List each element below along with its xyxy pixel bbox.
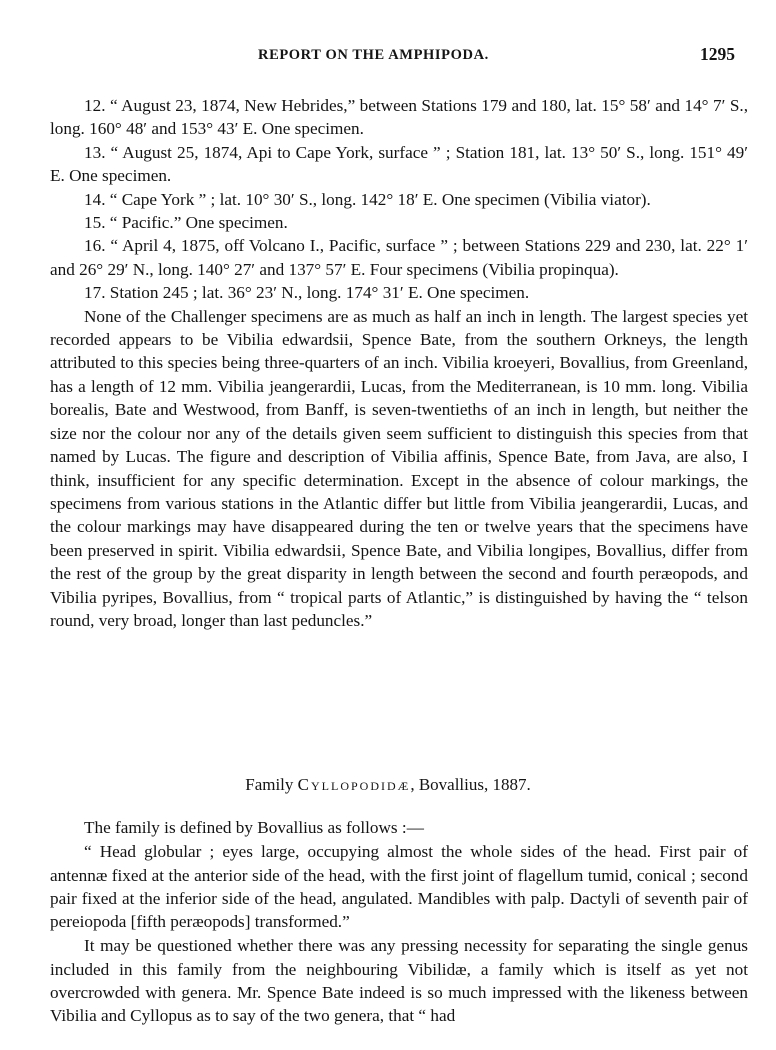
paragraph-record-17: 17. Station 245 ; lat. 36° 23′ N., long. 174° 31′ E. One specimen. (84, 283, 530, 303)
paragraph-record-13: 13. “ August 25, 1874, Api to Cape York, surface ” ; Station 181, lat. 13° 50′ S., long. 151° 49′ E. One specimen. (50, 142, 748, 186)
paragraph-comparison: It may be questioned whether there was any pressing necessity for separating the single genus included in this family from the neighbouring Vibilidæ, a family which is itself as yet not overcrowded with genera. Mr. Spence Bate indeed is so much impressed with the likeness between Vibilia and Cyllopus as to say of the two genera, that “ had (50, 936, 748, 1026)
paragraph-definition-quote: “ Head globular ; eyes large, occupying almost the whole sides of the head. First pair of antennæ fixed at the anterior side of the head, with the first joint of flagellum tumid, conical ; second pair fixed at the inferior side of the head, angulated. Mandibles with palp. Dactyli of seventh pair of pereiopoda [fifth peræopods] transformed.” (50, 842, 748, 932)
running-title: REPORT ON THE AMPHIPODA. (258, 47, 489, 63)
main-text (50, 94, 748, 632)
paragraph-record-15: 15. “ Pacific.” One specimen. (84, 213, 288, 233)
family-heading-prefix: Family (245, 775, 294, 794)
family-heading-name: Cyllopodidæ (297, 775, 411, 794)
running-header (0, 44, 776, 68)
paragraph-record-14: 14. “ Cape York ” ; lat. 10° 30′ S., long. 142° 18′ E. One specimen (Vibilia viator). (84, 189, 651, 209)
family-heading (0, 775, 776, 795)
paragraph-record-12: 12. “ August 23, 1874, New Hebrides,” between Stations 179 and 180, lat. 15° 58′ and 14° 7′ S., long. 160° 48′ and 153° 43′ E. One specimen. (50, 96, 748, 139)
paragraph-discussion: None of the Challenger specimens are as much as half an inch in length. The largest species yet recorded appears to be Vibilia edwardsii, Spence Bate, from the southern Orkneys, the length attributed to this species being three-quarters of an inch. Vibilia kroeyeri, Bovallius, from Greenland, has a length of 12 mm. Vibilia jeangerardii, Lucas, from the Mediterranean, is 10 mm. long. Vibilia borealis, Bate and Westwood, from Banff, is seven-twentieths of an inch in length, but neither the size nor the colour nor any of the details given seem sufficient to distinguish this species from that named by Lucas. The figure and description of Vibilia affinis, Spence Bate, from Java, are also, I think, insufficient for any specific determination. Except in the absence of colour markings, the specimens from various stations in the Atlantic differ but little from Vibilia jeangerardii, Lucas, and the colour markings may have disappeared during the ten or twelve years that the specimens have been preserved in spirit. Vibilia edwardsii, Spence Bate, and Vibilia longipes, Bovallius, differ from the rest of the group by the great disparity in length between the second and fourth peræopods, and Vibilia pyripes, Bovallius, from “ tropical parts of Atlantic,” is distinguished by having the “ telson round, very broad, longer than last peduncles.” (50, 306, 748, 630)
family-text (50, 816, 748, 1029)
family-heading-authority: , Bovallius, 1887. (410, 775, 531, 794)
page-number: 1295 (700, 44, 735, 64)
paragraph-definition-intro: The family is defined by Bovallius as follows :— (84, 818, 424, 837)
paragraph-record-16: 16. “ April 4, 1875, off Volcano I., Pacific, surface ” ; between Stations 229 and 230, lat. 22° 1′ and 26° 29′ N., long. 140° 27′ and 137° 57′ E. Four specimens (Vibilia propinqua). (50, 236, 748, 279)
